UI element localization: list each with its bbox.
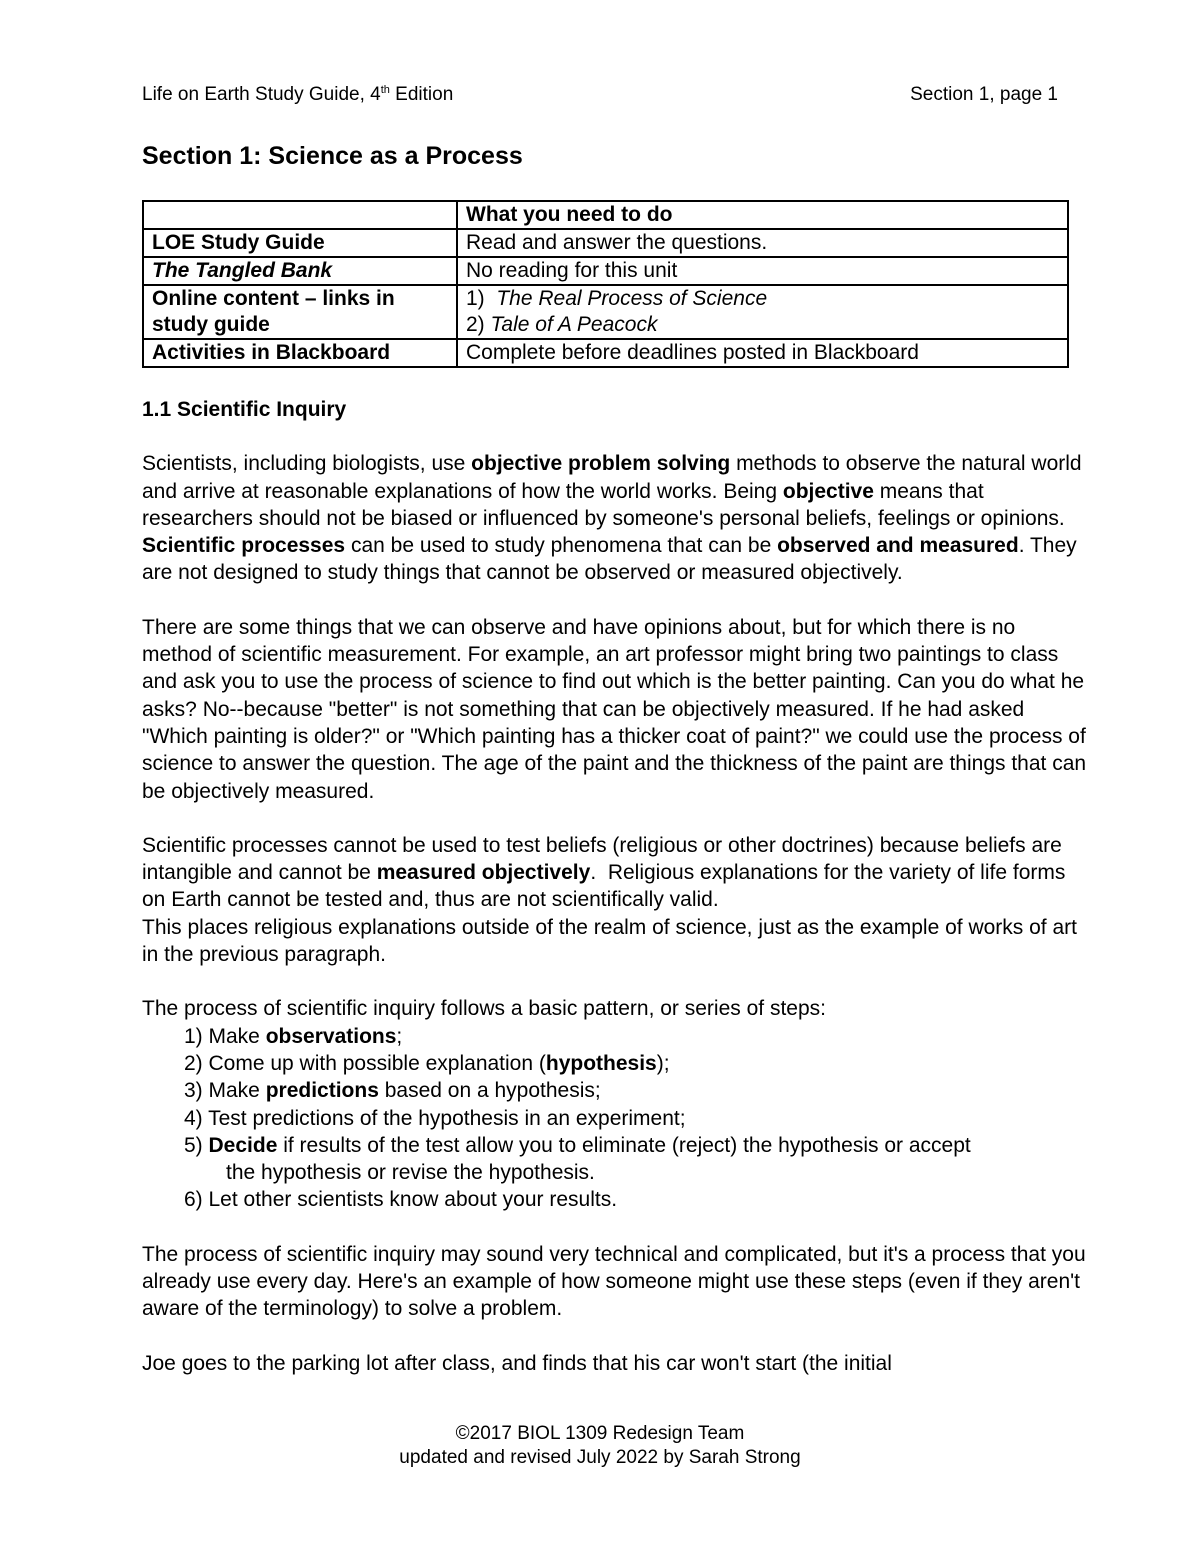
table-header-empty: [143, 201, 457, 229]
table-header-row: [143, 201, 1068, 229]
step-text: );: [656, 1051, 670, 1075]
text: This places religious explanations outside of the realm of science, just as the example of works of art in the previous paragraph.: [142, 915, 1077, 967]
paragraph-joe: Joe goes to the parking lot after class, and finds that his car won't start (the initial: [142, 1351, 892, 1375]
footer-copyright: ©2017 BIOL 1309 Redesign Team: [455, 1423, 745, 1444]
step-text: 5): [184, 1133, 209, 1157]
bold-term: objective problem solving: [471, 452, 731, 476]
step-text: 6) Let other scientists know about your results.: [184, 1188, 618, 1212]
header-superscript: th: [380, 84, 390, 96]
table-header-what: What you need to do: [457, 201, 1068, 229]
table-cell-task: Complete before deadlines posted in Blackboard: [457, 339, 1068, 367]
page-footer: [0, 1422, 1200, 1470]
bold-term: hypothesis: [545, 1051, 657, 1075]
page-header: [142, 84, 1058, 106]
table-row: [143, 257, 1068, 285]
table-cell-resource: Activities in Blackboard: [143, 339, 457, 367]
header-edition-text: Edition: [389, 84, 454, 105]
table-cell-resource: The Tangled Bank: [143, 257, 457, 285]
list-item: [142, 1132, 1088, 1187]
link-number: 1): [466, 287, 497, 310]
footer-revision: updated and revised July 2022 by Sarah Strong: [399, 1447, 801, 1468]
header-title-text: Life on Earth Study Guide, 4: [142, 84, 381, 105]
paragraph-measurement: There are some things that we can observe and have opinions about, but for which there is no method of scientific measurement. For example, an art professor might bring two paintings to class and ask you to use the process of science to find out which is the better painting. Can you do what he asks? No--because "better" is not something that can be objectively measured. If he had asked "Which painting is older?" or "Which painting has a thicker coat of paint?" we could use the process of science to answer the question. The age of the paint and the thickness of the paint are things that can be objectively measured.: [142, 615, 1087, 803]
online-link-2[interactable]: [466, 312, 1059, 338]
paragraph-objective: [142, 450, 1088, 586]
section-heading: 1.1 Scientific Inquiry: [142, 398, 347, 421]
online-link-1[interactable]: [466, 286, 1059, 312]
step-text: 4) Test predictions of the hypothesis in an experiment;: [184, 1106, 686, 1130]
step-text: ;: [396, 1024, 403, 1048]
step-text: 1) Make: [184, 1024, 266, 1048]
link-text[interactable]: Tale of A Peacock: [490, 313, 658, 336]
paragraph-beliefs: [142, 832, 1088, 968]
bold-term: objective: [782, 479, 874, 503]
bold-term: measured objectively: [376, 861, 591, 885]
table-cell-task: Read and answer the questions.: [457, 229, 1068, 257]
body-text: [142, 396, 1088, 1404]
text: can be used to study phenomena that can be: [345, 534, 778, 558]
table-cell-resource: Online content – links in study guide: [143, 285, 457, 339]
bold-term: observed and measured: [777, 534, 1019, 558]
paragraph-everyday: The process of scientific inquiry may sound very technical and complicated, but it's a process that you already use every day. Here's an example of how someone might use these steps (even if they aren't aware of the terminology) to solve a problem.: [142, 1242, 1086, 1321]
text: Scientific processes cannot be used to test beliefs (religious or other doctrines) because beliefs are intangible and cannot be: [142, 833, 1062, 885]
link-number: 2): [466, 313, 491, 336]
list-item: [142, 1077, 1088, 1104]
bold-term: Decide: [208, 1133, 278, 1157]
inquiry-steps: [142, 995, 1088, 1213]
bold-term: predictions: [265, 1079, 379, 1103]
step-text: based on a hypothesis;: [378, 1079, 601, 1103]
list-item: [142, 1023, 1088, 1050]
table-row: [143, 339, 1068, 367]
text: Scientists, including biologists, use: [142, 452, 472, 476]
table-cell-task: No reading for this unit: [457, 257, 1068, 285]
list-item: [142, 1105, 1088, 1132]
bold-term: observations: [265, 1024, 397, 1048]
text: . Religious explanations for the variety of life forms on Earth cannot be tested and, thus are not scientifically valid.: [142, 861, 1072, 912]
table-row: [143, 285, 1068, 339]
list-item: [142, 1186, 1088, 1213]
section-title: Section 1: Science as a Process: [142, 142, 523, 170]
table-cell-resource: LOE Study Guide: [143, 229, 457, 257]
table-row: [143, 229, 1068, 257]
bold-term: Scientific processes: [142, 534, 346, 558]
header-guide-title: [142, 84, 453, 106]
text: methods to observe the natural world and arrive at reasonable explanations of how the world works. Being: [142, 452, 1082, 503]
step-text: if results of the test allow you to eliminate (reject) the hypothesis or accept: [277, 1133, 971, 1157]
step-continuation: the hypothesis or revise the hypothesis.: [226, 1161, 595, 1185]
overview-table: [142, 200, 1069, 368]
header-page-number: Section 1, page 1: [910, 84, 1058, 105]
text: . They are not designed to study things that cannot be observed or measured objectively.: [142, 534, 1077, 585]
text: means that researchers should not be biased or influenced by someone's personal beliefs, feelings or opinions.: [142, 479, 1065, 530]
list-item: [142, 1050, 1088, 1077]
table-cell-task: [457, 285, 1068, 339]
step-text: 2) Come up with possible explanation (: [184, 1051, 546, 1075]
step-text: 3) Make: [184, 1079, 266, 1103]
steps-intro: The process of scientific inquiry follows a basic pattern, or series of steps:: [142, 997, 826, 1021]
link-text[interactable]: The Real Process of Science: [496, 287, 768, 310]
